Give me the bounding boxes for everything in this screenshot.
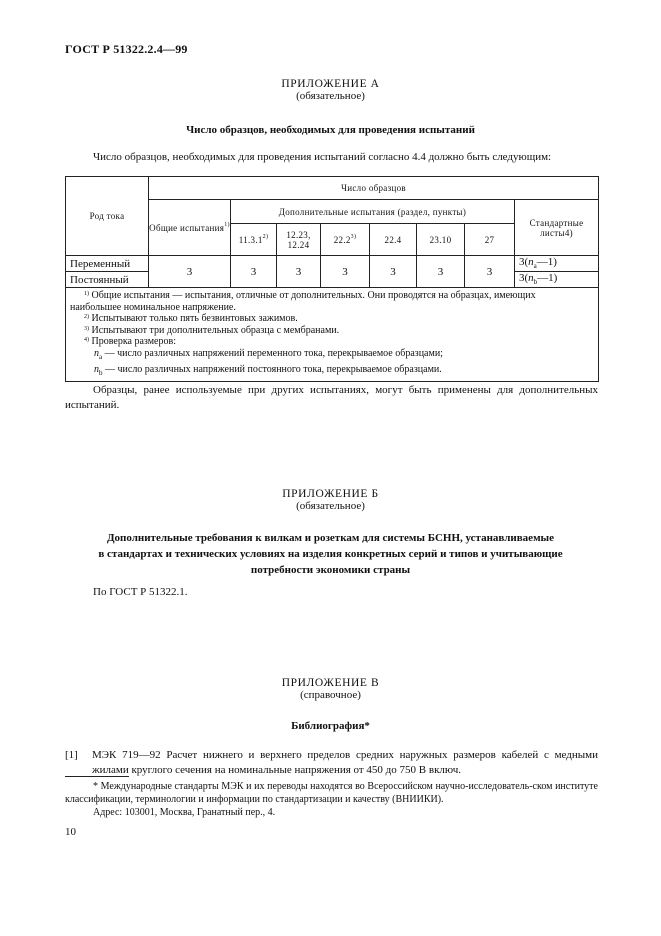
annex-b-heading: [0, 530, 661, 578]
footnote-text: * Международные стандарты МЭК и их переводы находятся во Всероссийском научно-исследователь-ском институте классификации, терминологии и информации по стандартизации и качеству (ВНИИКИ).: [65, 781, 598, 805]
std-cell-ac: $3(n_a—1)$: [515, 256, 599, 272]
annex-a-title: ПРИЛОЖЕНИЕ А: [281, 78, 380, 90]
annex-a-heading: Число образцов, необходимых для проведения испытаний: [186, 124, 475, 136]
sub-col-header: 22.4: [370, 224, 417, 256]
table-cell: 3: [370, 256, 417, 288]
sub-col-header: 11.3.1$^{2)}$: [231, 224, 277, 256]
table-cell: 3: [277, 256, 321, 288]
footnote-divider: [65, 776, 129, 777]
bibliography-number: [1]: [65, 749, 78, 761]
col-header-samples: Число образцов: [149, 177, 599, 200]
page-number: 10: [65, 826, 76, 838]
sub-col-header: 12.23, 12.24: [277, 224, 321, 256]
sub-col-header: 27: [465, 224, 515, 256]
sub-col-header: 23.10: [417, 224, 465, 256]
note-4: $^{4)}$ Проверка размеров:: [84, 336, 176, 348]
col-header-additional: Дополнительные испытания (раздел, пункты): [231, 200, 515, 224]
note-4-nb: $n_b$ — число различных напряжений постоянного тока, перекрываемое образцами.: [94, 363, 442, 377]
annex-b-heading-line2: в стандартах и технических условиях на изделия конкретных серий и типов и учитывающие: [98, 548, 563, 560]
footnote-address: Адрес: 103001, Москва, Гранатный пер., 4.: [93, 807, 276, 818]
annex-v-status: (справочное): [300, 689, 361, 701]
table-cell: 3: [149, 256, 231, 288]
note-1-continued: наибольшее номинальное напряжение.: [70, 301, 236, 313]
annex-b-heading-line3: потребности экономики страны: [250, 564, 411, 576]
note-2: $^{2)}$ Испытывают только пять безвинтовых зажимов.: [84, 313, 298, 325]
note-3: $^{3)}$ Испытывают три дополнительных образца с мембранами.: [84, 324, 340, 336]
annex-a-status: (обязательное): [296, 90, 365, 102]
row-label-ac: Переменный: [66, 256, 149, 272]
annex-v-title: ПРИЛОЖЕНИЕ В: [281, 677, 380, 689]
col-header-kind: Род тока: [66, 177, 149, 256]
footnote: [65, 780, 598, 819]
col-header-general-label: Общие испытания: [149, 222, 225, 233]
note-1: $^{1)}$ Общие испытания — испытания, отличные от дополнительных. Они проводятся на образцах, имеющих: [84, 290, 536, 301]
annex-b-heading-line1: Дополнительные требования к вилкам и розеткам для системы БСНН, устанавливаемые: [106, 532, 555, 544]
table-cell: 3: [231, 256, 277, 288]
annex-b-text: По ГОСТ Р 51322.1.: [93, 586, 188, 598]
col-header-general-footnote-mark: 1): [224, 221, 230, 228]
document-header: ГОСТ Р 51322.2.4—99: [65, 42, 188, 56]
annex-a-after: Образцы, ранее используемые при других испытаниях, могут быть применены для дополнительных испытаний.: [65, 384, 598, 411]
std-cell-dc: $3(n_b—1)$: [515, 272, 599, 288]
annex-b-status: (обязательное): [296, 500, 365, 512]
sub-col-header: 22.2$^{3)}$: [321, 224, 370, 256]
bibliography-text: МЭК 719—92 Расчет нижнего и верхнего пределов средних наружных размеров кабелей с медными жилами круглого сечения на номинальные напряжения от 450 до 750 В включ.: [92, 749, 598, 776]
table-cell: 3: [321, 256, 370, 288]
annex-v-heading: Библиография*: [291, 720, 370, 732]
col-header-standard: Стандартные листы4): [515, 200, 599, 256]
annex-a-intro: Число образцов, необходимых для проведения испытаний согласно 4.4 должно быть следующим:: [93, 151, 552, 163]
table-cell: 3: [465, 256, 515, 288]
bibliography-entry: [65, 748, 598, 778]
annex-b-title: ПРИЛОЖЕНИЕ Б: [282, 488, 379, 500]
note-4-na: $n_a$ — число различных напряжений переменного тока, перекрываемое образцами;: [94, 347, 443, 361]
col-header-general: [149, 200, 231, 256]
samples-table: [65, 176, 599, 382]
table-cell: 3: [417, 256, 465, 288]
table-notes: [66, 288, 599, 382]
row-label-dc: Постоянный: [66, 272, 149, 288]
